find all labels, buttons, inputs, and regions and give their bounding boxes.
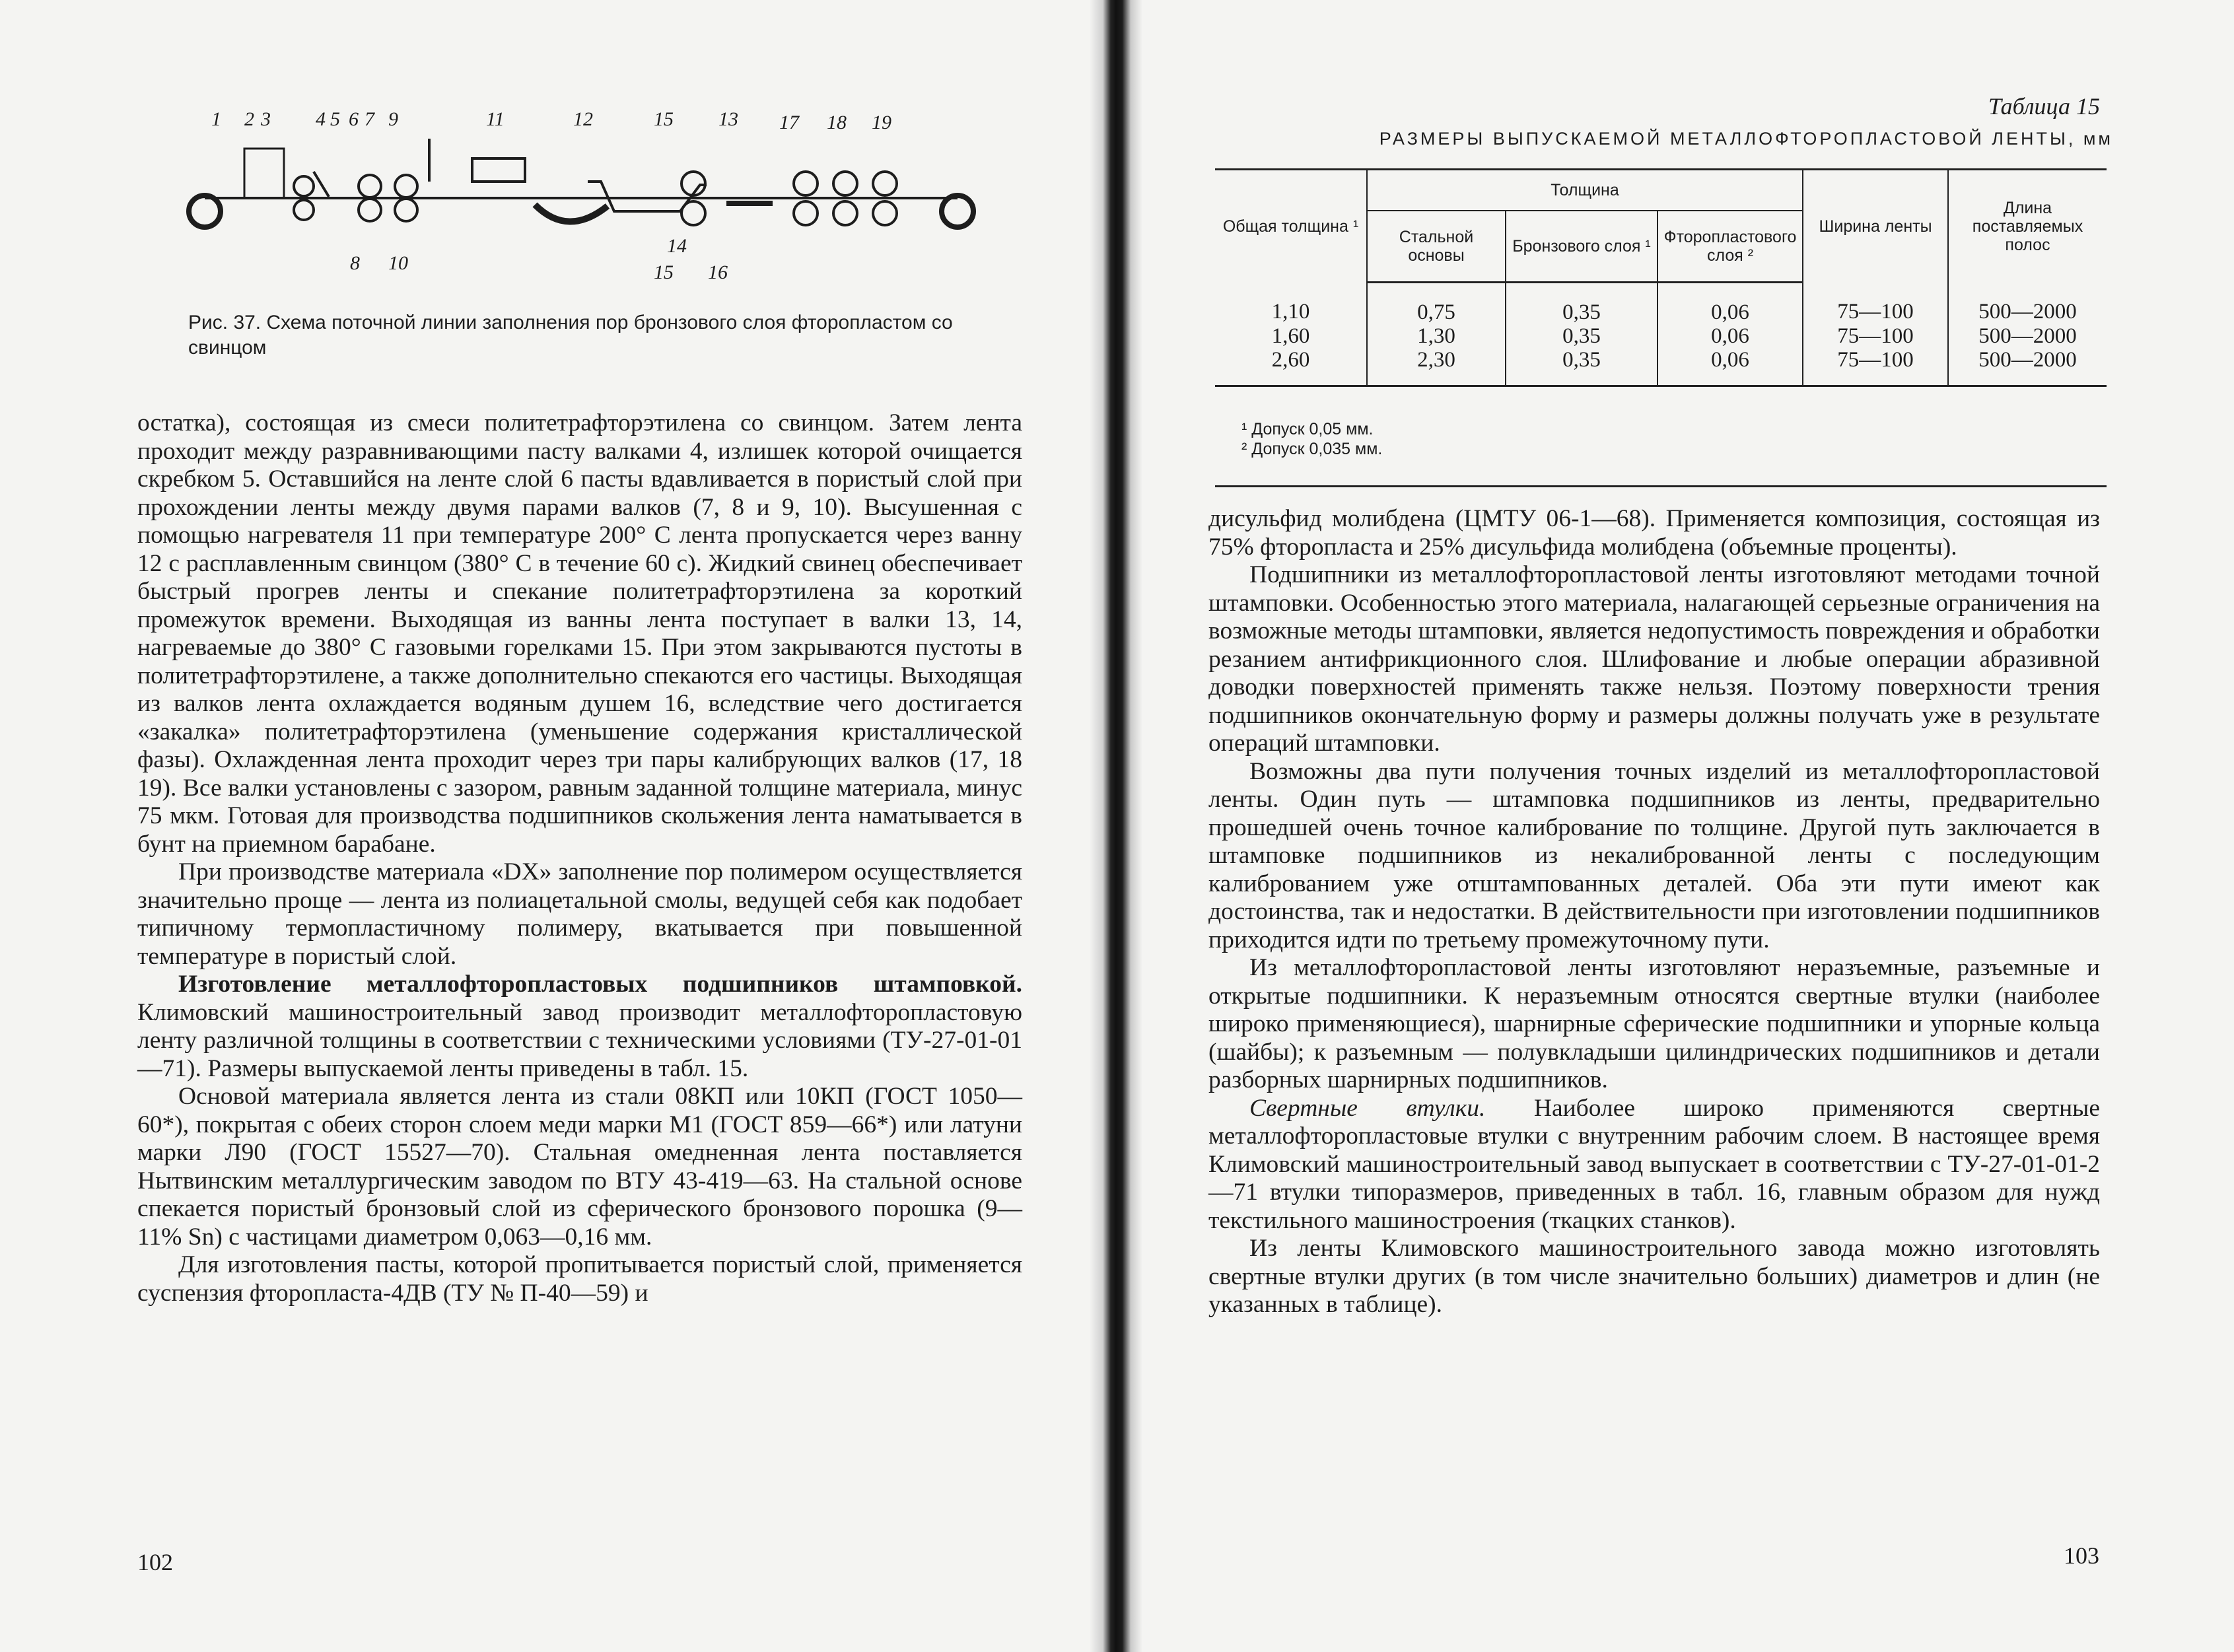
table-cell: 500—2000	[1948, 283, 2107, 325]
fig-label-top: 5	[330, 108, 340, 130]
table-cell: 1,30	[1367, 324, 1506, 348]
italic-lead-paragraph	[1208, 1095, 2100, 1235]
footnote: ² Допуск 0,035 мм.	[1241, 440, 1383, 458]
page-number: 102	[137, 1549, 173, 1575]
table-label: Таблица 15	[1988, 93, 2100, 120]
table-cell: 0,35	[1506, 283, 1658, 325]
dimensions-table	[1215, 168, 2107, 387]
leveling-roller	[294, 176, 314, 196]
production-line-schematic	[178, 106, 991, 297]
paragraph: При производстве материала «DX» заполнение пор полимером осуществляется значительно проще — лента из полиацетальной смолы, ведущей себя как подобает типичному термопластичному полимеру, вкатывается при повышенной температуре в пористый слой.	[137, 858, 1022, 970]
paragraph: дисульфид молибдена (ЦМТУ 06-1—68). Применяется композиция, состоящая из 75% фторопласта и 25% дисульфида молибдена (объемные проценты).	[1208, 505, 2100, 561]
impregnation-roller	[359, 175, 381, 197]
paragraph: Основой материала является лента из стали 08КП или 10КП (ГОСТ 1050—60*), покрытая с обеих сторон слоем меди марки М1 (ГОСТ 859—66*) или латуни марки Л90 (ГОСТ 15527—70). Стальная омедненная лента поставляется Нытвинским металлургическим заводом по ВТУ 43-419—63. На стальной основе спекается пористый бронзовый слой из сферического бронзового порошка (9—11% Sn) с частицами диаметром 0,063—0,16 мм.	[137, 1083, 1022, 1251]
paragraph: Подшипники из металлофторопластовой ленты изготовляют методами точной штамповки. Особенностью этого материала, налагающей серьезные ограничения на возможные методы штамповки, является недопустимость повреждения и обработки резанием антифрикционного слоя. Шлифование и любые операции абразивной доводки поверхностей применять также нельзя. Поэтому поверхности трения подшипников окончательную форму и размеры должны получать уже в результате операций штамповки.	[1208, 561, 2100, 757]
header-width: Ширина ленты	[1803, 170, 1948, 283]
fig-label-bottom: 15	[654, 261, 674, 283]
paragraph: Из металлофторопластовой ленты изготовляют неразъемные, разъемные и открытые подшипники. К неразъемным относятся свертные втулки (наиболее широко применяющиеся), шарнирные сферические подшипники и упорные кольца (шайбы); к разъемным — полувкладыши цилиндрических подшипников и детали разборных шарнирных подшипников.	[1208, 954, 2100, 1093]
fig-label-bottom: 8	[350, 252, 360, 274]
calibrating-roller	[794, 172, 818, 195]
fig-label-top: 13	[718, 108, 738, 130]
table-cell: 75—100	[1803, 348, 1948, 386]
fig-label-top: 17	[779, 112, 799, 133]
header-total-thickness: Общая толщина ¹	[1215, 170, 1367, 283]
book-spine	[1090, 0, 1142, 1652]
table-cell: 1,60	[1271, 324, 1310, 348]
table-footnotes	[1241, 419, 1382, 459]
fig-label-top: 9	[388, 108, 398, 130]
fig-label-top: 7	[365, 108, 374, 130]
fig-label-top: 18	[827, 112, 847, 133]
right-body	[1208, 505, 2100, 1319]
table-cell: 0,35	[1506, 324, 1658, 348]
table-row	[1215, 283, 2107, 325]
table-row	[1215, 348, 2107, 386]
payoff-drum	[189, 195, 221, 227]
italic-lead: Свертные втулки.	[1249, 1094, 1486, 1122]
table-cell: 0,06	[1658, 348, 1803, 386]
fig-label-bottom: 10	[388, 252, 408, 274]
fig-label-top: 19	[872, 112, 891, 133]
table-cell: 0,06	[1658, 324, 1803, 348]
figure-caption: Рис. 37. Схема поточной линии заполнения пор бронзового слоя фторопластом со свинцом	[188, 312, 953, 359]
fig-label-top: 12	[573, 108, 593, 130]
table-cell: 1,10	[1271, 299, 1310, 324]
heater	[472, 158, 525, 182]
table-cell: 0,75	[1367, 283, 1506, 325]
production-line-diagram	[178, 106, 991, 297]
header-bronze: Бронзового слоя ¹	[1506, 211, 1658, 283]
paragraph: остатка), состоящая из смеси политетрафторэтилена со свинцом. Затем лента проходит между разравнивающими пасту валками 4, излишек которой очищается скребком 5. Оставшийся на ленте слой 6 пасты вдавливается в пористый слой при прохождении ленты между двумя парами валков (7, 8 и 9, 10). Высушенная с помощью нагревателя 11 при температуре 200° С лента пропускается через ванну 12 с расплавленным свинцом (380° С в течение 60 с). Жидкий свинец обеспечивает быстрый прогрев ленты и спекание политетрафторэтилена за короткий промежуток времени. Выходящая из ванны лента поступает в валки 13, 14, нагреваемые до 380° С газовыми горелками 15. При этом закрываются пустоты в политетрафторэтилене, а также дополнительно спекаются его частицы. Выходящая из валков лента охлаждается водяным душем 16, вследствие чего достигается «закалка» политетрафторэтилена (уменьшение содержания кристаллической фазы). Охлажденная лента проходит через три пары калибрующих валков (17, 18 19). Все валки установлены с зазором, равным заданной толщине материала, минус 75 мкм. Готовая для производства подшипников скольжения лента наматывается в бунт на приемном барабане.	[137, 409, 1022, 858]
table-cell: 0,35	[1506, 348, 1658, 386]
italic-paragraph-rest: Наиболее широко применяются свертные металлофторопластовые втулки с внутренним рабочим слоем. В настоящее время Климовский машиностроительный завод выпускает в соответствии с ТУ-27-01-01-2—71 втулки типоразмеров, приведенных в табл. 16, главным образом для нужд текстильного машиностроения (ткацких станков).	[1208, 1094, 2100, 1234]
fig-label-top: 1	[211, 108, 221, 130]
divider	[1215, 485, 2107, 487]
table-cell: 500—2000	[1948, 348, 2107, 386]
table-title: РАЗМЕРЫ ВЫПУСКАЕМОЙ МЕТАЛЛОФТОРОПЛАСТОВОЙ ЛЕНТЫ, мм	[1379, 129, 2113, 149]
paragraph: Возможны два пути получения точных изделий из металлофторопластовой ленты. Один путь — штамповка подшипников из ленты, предварительно прошедшей очень точное калибрование по толщине. Другой путь заключается в штамповке подшипников из некалиброванной ленты с последующим калиброванием уже отштампованных деталей. Оба эти пути имеют как достоинства, так и недостатки. В действительности при изготовлении подшипников приходится идти по третьему промежуточному пути.	[1208, 757, 2100, 953]
left-page	[0, 0, 1090, 1652]
take-up-drum	[942, 195, 973, 227]
table-cell: 0,06	[1658, 283, 1803, 325]
lead-bath	[535, 205, 608, 222]
header-ptfe: Фторопластового слоя ²	[1658, 211, 1803, 283]
section-heading: Изготовление металлофторопластовых подшипников штамповкой.	[178, 971, 1022, 998]
fig-label-bottom: 14	[667, 235, 687, 257]
fig-label-top: 6	[349, 108, 359, 130]
header-length: Длина поставляемых полос	[1948, 170, 2107, 283]
left-body	[137, 409, 1022, 1307]
table-cell: 500—2000	[1948, 324, 2107, 348]
table-cell: 2,30	[1367, 348, 1506, 386]
paste-hopper	[244, 149, 284, 198]
fig-label-top: 11	[486, 108, 505, 130]
fig-label-top: 15	[654, 108, 674, 130]
footnote: ¹ Допуск 0,05 мм.	[1241, 420, 1374, 438]
page-number: 103	[2064, 1542, 2099, 1569]
paragraph: Для изготовления пасты, которой пропитывается пористый слой, применяется суспензия фторопласта-4ДВ (ТУ № П-40—59) и	[137, 1251, 1022, 1307]
fig-label-top: 3	[261, 108, 271, 130]
section-text: Климовский машиностроительный завод производит металлофторопластовую ленту различной толщины в соответствии с техническими условиями (ТУ-27-01-01—71). Размеры выпускаемой ленты приведены в табл. 15.	[137, 998, 1022, 1082]
fig-label-top: 4	[316, 108, 326, 130]
paragraph: Из ленты Климовского машиностроительного завода можно изготовлять свертные втулки других (в том числе значительно больших) диаметров и длин (не указанных в таблице).	[1208, 1235, 2100, 1318]
fig-label-top: 2	[244, 108, 254, 130]
table-cell: 75—100	[1803, 324, 1948, 348]
section-paragraph	[137, 971, 1022, 1083]
table-row	[1215, 324, 2107, 348]
fig-label-bottom: 16	[708, 261, 728, 283]
header-thickness-group: Толщина	[1367, 170, 1803, 211]
header-steel: Стальной основы	[1367, 211, 1506, 283]
table-cell: 2,60	[1271, 348, 1310, 372]
table-cell: 75—100	[1803, 283, 1948, 325]
